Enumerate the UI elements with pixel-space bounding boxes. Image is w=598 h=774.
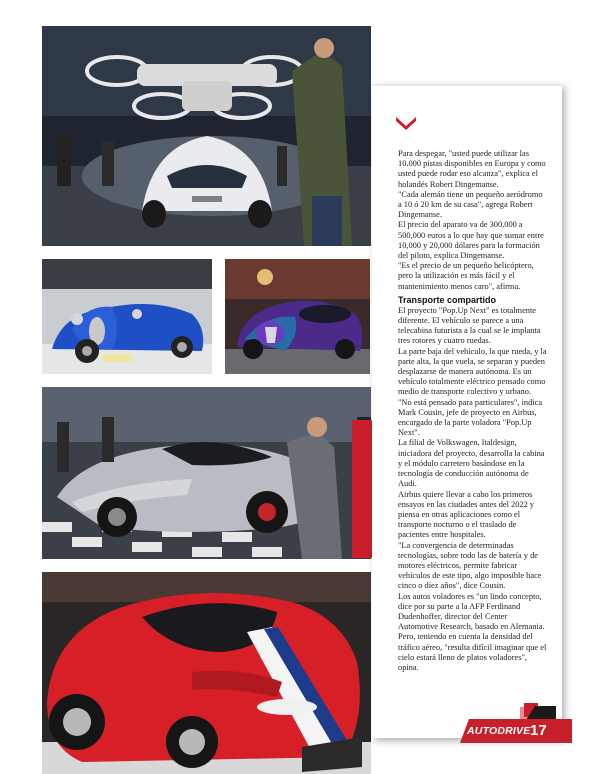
paragraph: Pero, teniendo en cuenta la densidad del tráfico aéreo, "resulta difícil imaginar que el cielo estará lleno de platos voladores", opina. bbox=[398, 632, 547, 672]
paragraph: La parte baja del vehículo, la que rueda, y la parte alta, la que vuela, se separan y pueden desplazarse de manera autónoma. Es un vehículo totalmente eléctrico pensado como medio de transporte colectivo y urbano. bbox=[398, 346, 547, 397]
photo-purple-coupe bbox=[225, 259, 370, 374]
paragraph: Los autos voladores es "un lindo concepto, dice por su parte a la AFP Ferdinand Dudenhoffer, director del Center Automotive Research, basado en Alemania. bbox=[398, 591, 545, 632]
photo-flying-car-concept bbox=[42, 26, 371, 246]
chevron-down-icon bbox=[394, 115, 418, 131]
paragraph: Para despegar, "usted puede utilizar las 10.000 pistas disponibles en Europa y como usted puede rodar eso alcanza", explica el holandés Robert Dingemanse. bbox=[398, 149, 546, 189]
magazine-logo: AUTODRIVE bbox=[467, 725, 531, 737]
article-body bbox=[398, 149, 548, 673]
page-number: 17 bbox=[530, 722, 547, 739]
paragraph: El proyecto "Pop.Up Next" es totalmente diferente. El vehículo se parece a una telecabina futurista a la cual se le implanta tres rotores y cuatro ruedas. bbox=[398, 305, 541, 346]
paragraph: La filial de Volkswagen, Italdesign, iniciadora del proyecto, desarrolla la cabina y el módulo carretero basándose en la tecnología de conducción autónoma de Audi. bbox=[398, 438, 545, 489]
paragraph: "No está pensado para particulares", indica Mark Cousin, jefe de proyecto en Airbus, encargado de la parte voladora "Pop.Up Next". bbox=[398, 397, 543, 438]
paragraph: "Es el precio de un pequeño helicóptero, pero la utilización es más fácil y el mantenimiento menos caro", afirma. bbox=[398, 261, 534, 291]
paragraph: "La convergencia de determinadas tecnologías, sobre todo las de batería y de motores eléctricos, permite fabricar vehículos de este tipo, algo imposible hace cinco o diez años", dice Cousin. bbox=[398, 540, 542, 591]
photo-red-sportscar bbox=[42, 572, 371, 774]
accent-bar bbox=[352, 420, 372, 558]
photo-silver-supercar bbox=[42, 387, 371, 559]
photo-blue-roadster bbox=[42, 259, 212, 374]
paragraph: "Cada alemán tiene un pequeño aeródromo a 10 ó 20 km de su casa", agrega Robert Dingemanse. bbox=[398, 189, 543, 220]
paragraph: Airbus quiere llevar a cabo los primeros ensayos en las ciudades antes del 2022 y piensa en otras aplicaciones como el transporte nocturno o el traslado de pacientes entre hospitales. bbox=[398, 489, 535, 540]
paragraph: El precio del aparato va de 300,000 a 500,000 euros a lo que hay que sumar entre 10,000 y 20,000 dólares para la formación del piloto, explica Dingemanse. bbox=[398, 220, 544, 261]
section-heading: Transporte compartido bbox=[398, 294, 497, 305]
